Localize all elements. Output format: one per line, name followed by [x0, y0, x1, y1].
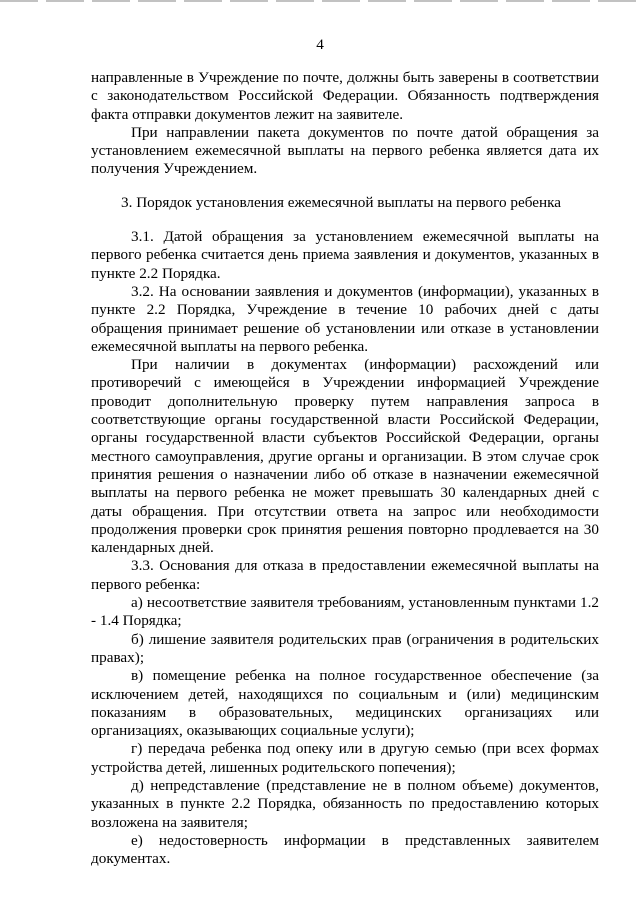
list-item-e: е) недостоверность информации в представленных заявителем документах.: [91, 831, 599, 868]
paragraph-3-3: 3.3. Основания для отказа в предоставлении ежемесячной выплаты на первого ребенка:: [91, 557, 599, 593]
document-body: [91, 69, 599, 868]
list-item-b: б) лишение заявителя родительских прав (ограничения в родительских правах);: [91, 630, 599, 666]
paragraph-3-1: 3.1. Датой обращения за установлением ежемесячной выплаты на первого ребенка считается день приема заявления и документов, указанных в пункте 2.2 Порядка.: [91, 228, 599, 282]
paragraph-3-2-verification: При наличии в документах (информации) расхождений или противоречий с имеющейся в Учреждении информацией Учреждение проводит дополнительную проверку путем направления запроса в соответствующие органы государственной власти Российской Федерации, органы государственной власти субъектов Российской Федерации, органы местного самоуправления, другие органы и организации. В этом случае срок принятия решения о назначении либо об отказе в назначении ежемесячной выплаты на первого ребенка не может превышать 30 календарных дней с даты обращения. При отсутствии ответа на запрос или необходимости продолжения проверки срок принятия решения повторно продлевается на 30 календарных дней.: [91, 356, 599, 557]
list-item-g: г) передача ребенка под опеку или в другую семью (при всех формах устройства детей, лишенных родительского попечения);: [91, 740, 599, 776]
section-heading: 3. Порядок установления ежемесячной выплаты на первого ребенка: [121, 193, 562, 211]
page-number: 4: [316, 36, 324, 53]
paragraph-mail-date: При направлении пакета документов по почте датой обращения за установлением ежемесячной выплаты на первого ребенка является дата их получения Учреждением.: [91, 123, 599, 178]
list-item-d: д) непредставление (представление не в полном объеме) документов, указанных в пункте 2.2 Порядка, обязанность по предоставлению которых возложена на заявителя;: [91, 776, 599, 831]
paragraph-3-2: 3.2. На основании заявления и документов (информации), указанных в пункте 2.2 Порядка, Учреждение в течение 10 рабочих дней с даты обращения принимает решение об установлении или отказе в установлении ежемесячной выплаты на первого ребенка.: [91, 282, 599, 355]
paragraph-mail-certification: направленные в Учреждение по почте, должны быть заверены в соответствии с законодательством Российской Федерации. Обязанность подтверждения факта отправки документов лежит на заявителе.: [91, 69, 599, 123]
list-item-v: в) помещение ребенка на полное государственное обеспечение (за исключением детей, находящихся по социальным и (или) медицинским показаниям в образовательных, медицинских организациях или организациях, оказывающих социальные услуги);: [91, 667, 599, 740]
scan-edge-divider: [0, 0, 640, 2]
list-item-a: а) несоответствие заявителя требованиям, установленным пунктами 1.2 - 1.4 Порядка;: [91, 594, 599, 630]
